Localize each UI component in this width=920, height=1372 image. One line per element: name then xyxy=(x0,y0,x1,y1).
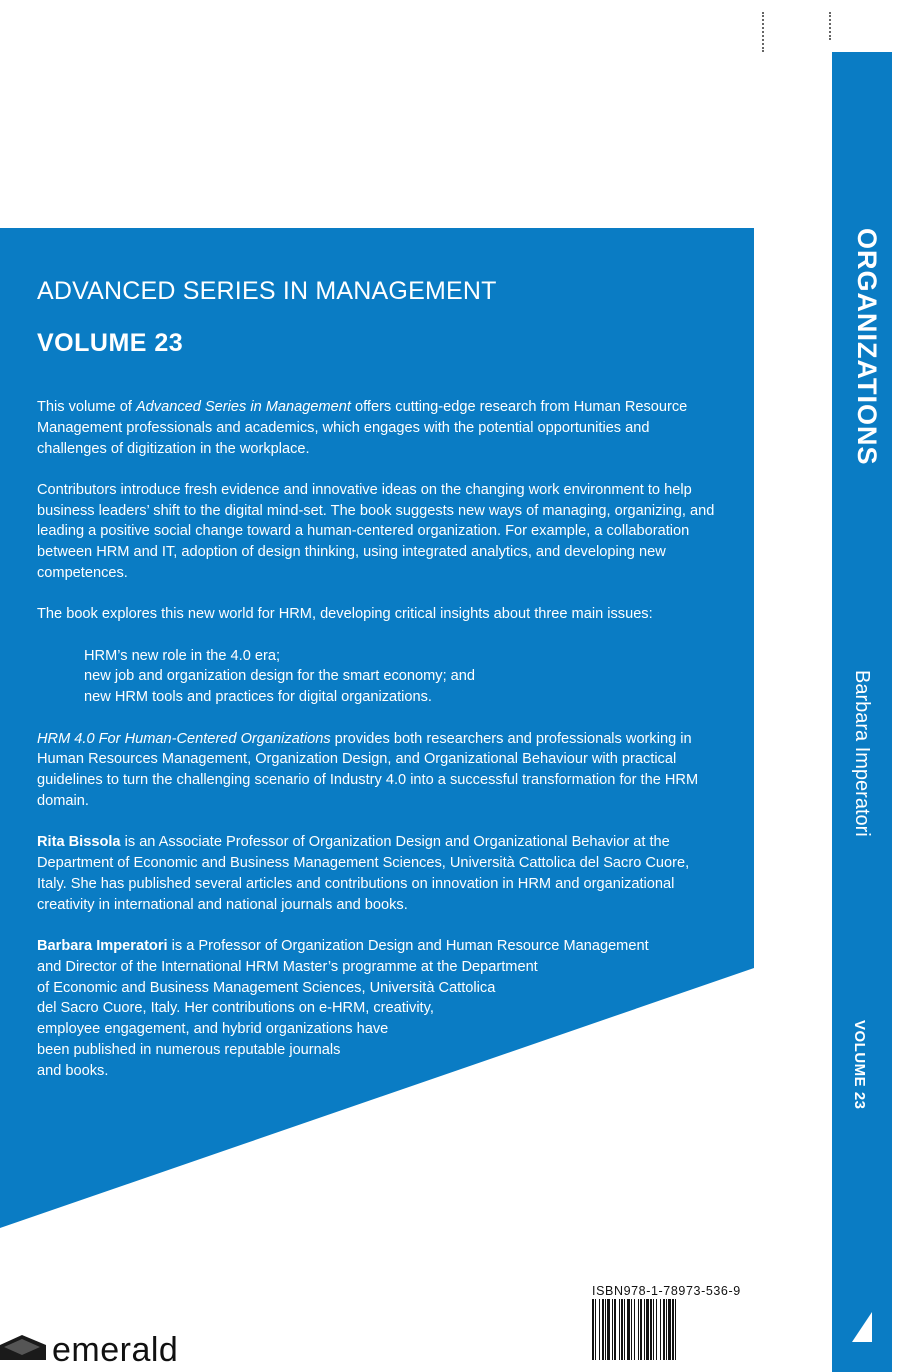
author-bio-bissola: Rita Bissola is an Associate Professor of Organization Design and Organizational Behavior at the Department of Economic and Business Management Sciences, Università Cattolica del Sacro Cuore, Italy. She has published several articles and contributions on innovation in HRM and organizational creativity in international and national journals and books. xyxy=(37,834,690,913)
spine-title-cut: HRM 4.0 FOR HUMAN-CENTERED xyxy=(890,172,920,635)
author-name: Barbara Imperatori xyxy=(37,937,168,954)
series-name: Advanced Series in Management xyxy=(135,399,351,415)
author-bio-imperatori: Barbara Imperatori is a Professor of Organization Design and Human Resource Management and Director of the International HRM Master’s programme at the Department of Economic and Business Management Sciences, Università Cattolica del Sacro Cuore, Italy. Her contributions on e-HRM, creativity, employee engagement, and hybrid organizations have been published in numerous reputable journals and books. xyxy=(37,937,649,1079)
spine-volume: VOLUME 23 xyxy=(851,1020,868,1110)
spine-title: ORGANIZATIONS xyxy=(852,228,882,466)
contributors-paragraph: Contributors introduce fresh evidence and innovative ideas on the changing work environment to help business leaders’ shift to the digital mind-set. The book suggests new ways of managing, organizing, and leading a positive social change toward a human-centered organization. For example, a collaboration between HRM and IT, adoption of design thinking, using integrated analytics, and developing new competences. xyxy=(37,481,715,582)
series-title: ADVANCED SERIES IN MANAGEMENT xyxy=(37,277,497,305)
barcode xyxy=(592,1299,734,1360)
book-title: HRM 4.0 For Human-Centered Organizations xyxy=(37,730,331,747)
summary-paragraph: HRM 4.0 For Human-Centered Organizations provides both researchers and professionals working in Human Resources Management, Organization Design, and Organizational Behaviour with practical guidelines to turn the challenging scenario of Industry 4.0 into a successful transformation for the HRM domain. xyxy=(37,730,699,809)
list-item: new job and organization design for the smart economy; and xyxy=(84,668,476,685)
issues-list xyxy=(37,646,717,708)
blurb xyxy=(37,397,717,1082)
isbn-number: ISBN978-1-78973-536-9 xyxy=(592,1284,741,1298)
barcode-bar xyxy=(676,1299,678,1360)
issues-intro: The book explores this new world for HRM, developing critical insights about three main issues: xyxy=(37,606,653,623)
publisher-wordmark: emerald xyxy=(52,1331,179,1369)
author-name: Rita Bissola xyxy=(37,834,121,851)
spine xyxy=(832,52,920,1372)
spine-corner xyxy=(852,1312,872,1342)
list-item: new HRM tools and practices for digital organizations. xyxy=(84,689,432,706)
trim-mark-left xyxy=(762,12,764,52)
spine-authors: Barbara Imperatori xyxy=(851,670,873,837)
intro-paragraph: This volume of Advanced Series in Management offers cutting-edge research from Human Resource Management professionals and academics, which engages with the potential opportunities and challenges of digitization in the workplace. xyxy=(37,399,688,457)
emerald-logo-icon xyxy=(0,1335,46,1360)
volume-number: VOLUME 23 xyxy=(37,329,184,357)
trim-mark-right xyxy=(829,12,831,40)
list-item: HRM’s new role in the 4.0 era; xyxy=(84,647,281,664)
